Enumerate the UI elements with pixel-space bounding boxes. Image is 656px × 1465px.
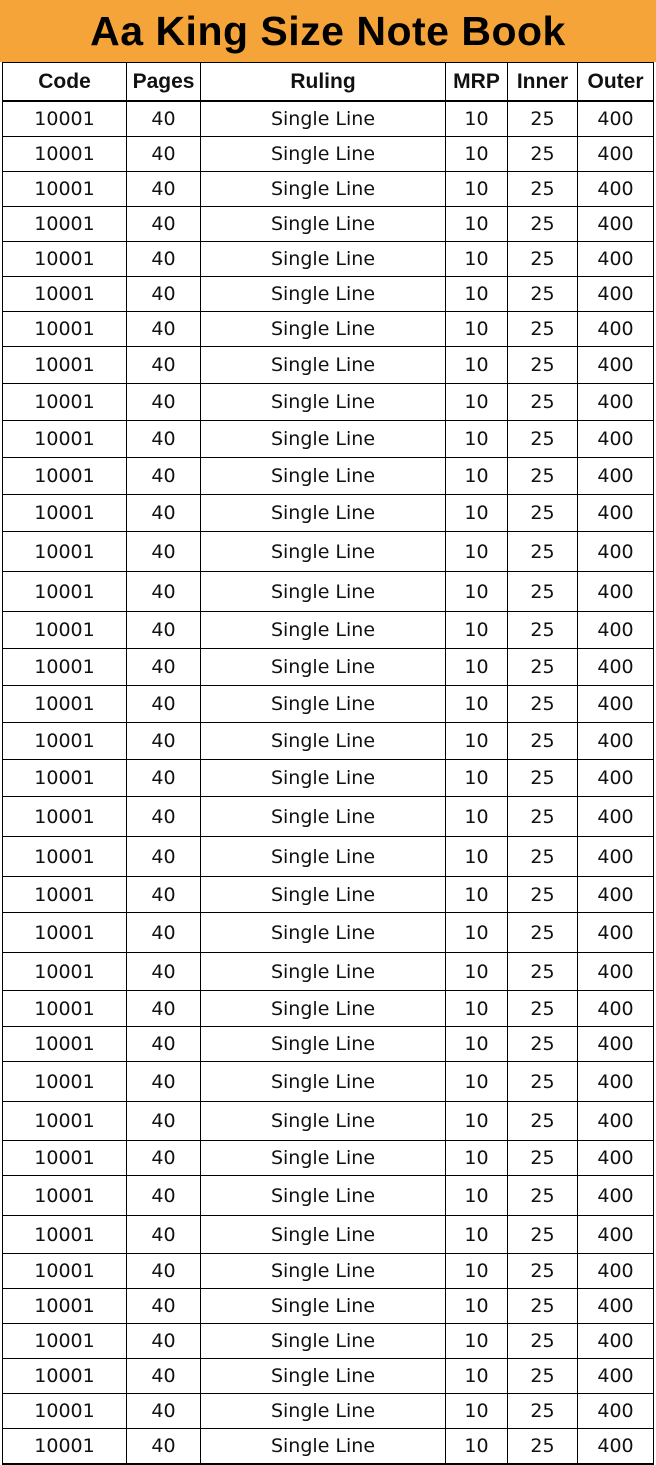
code-cell: 10001 xyxy=(3,347,127,384)
mrp-cell: 10 xyxy=(446,347,508,384)
outer-cell: 400 xyxy=(578,347,654,384)
code-cell: 10001 xyxy=(3,1359,127,1394)
price-table xyxy=(2,62,654,1465)
inner-cell: 25 xyxy=(508,1289,578,1324)
outer-cell: 400 xyxy=(578,612,654,649)
table-row xyxy=(3,612,654,649)
mrp-cell: 10 xyxy=(446,207,508,242)
inner-cell: 25 xyxy=(508,649,578,686)
ruling-cell: Single Line xyxy=(201,532,446,572)
code-cell: 10001 xyxy=(3,1176,127,1216)
inner-cell: 25 xyxy=(508,760,578,797)
pages-cell: 40 xyxy=(127,797,201,837)
mrp-cell: 10 xyxy=(446,137,508,172)
ruling-cell: Single Line xyxy=(201,837,446,877)
table-row xyxy=(3,723,654,760)
pages-cell: 40 xyxy=(127,277,201,312)
mrp-cell: 10 xyxy=(446,991,508,1027)
table-row xyxy=(3,242,654,277)
pages-cell: 40 xyxy=(127,532,201,572)
ruling-cell: Single Line xyxy=(201,458,446,495)
mrp-cell: 10 xyxy=(446,421,508,458)
ruling-cell: Single Line xyxy=(201,1254,446,1289)
outer-cell: 400 xyxy=(578,572,654,612)
pages-cell: 40 xyxy=(127,991,201,1027)
outer-cell: 400 xyxy=(578,207,654,242)
table-row xyxy=(3,532,654,572)
ruling-cell: Single Line xyxy=(201,1062,446,1102)
column-header-pages: Pages xyxy=(127,63,201,102)
code-cell: 10001 xyxy=(3,1429,127,1465)
outer-cell: 400 xyxy=(578,101,654,137)
ruling-cell: Single Line xyxy=(201,991,446,1027)
ruling-cell: Single Line xyxy=(201,572,446,612)
ruling-cell: Single Line xyxy=(201,1027,446,1062)
mrp-cell: 10 xyxy=(446,312,508,347)
outer-cell: 400 xyxy=(578,913,654,953)
pages-cell: 40 xyxy=(127,421,201,458)
table-body xyxy=(3,101,654,1464)
code-cell: 10001 xyxy=(3,877,127,913)
mrp-cell: 10 xyxy=(446,686,508,723)
inner-cell: 25 xyxy=(508,421,578,458)
outer-cell: 400 xyxy=(578,1254,654,1289)
code-cell: 10001 xyxy=(3,421,127,458)
outer-cell: 400 xyxy=(578,532,654,572)
outer-cell: 400 xyxy=(578,277,654,312)
pages-cell: 40 xyxy=(127,1062,201,1102)
ruling-cell: Single Line xyxy=(201,137,446,172)
inner-cell: 25 xyxy=(508,991,578,1027)
pages-cell: 40 xyxy=(127,347,201,384)
code-cell: 10001 xyxy=(3,137,127,172)
code-cell: 10001 xyxy=(3,723,127,760)
pages-cell: 40 xyxy=(127,1141,201,1176)
code-cell: 10001 xyxy=(3,913,127,953)
inner-cell: 25 xyxy=(508,1394,578,1429)
ruling-cell: Single Line xyxy=(201,1216,446,1254)
mrp-cell: 10 xyxy=(446,458,508,495)
table-header xyxy=(3,63,654,102)
table-row xyxy=(3,277,654,312)
table-row xyxy=(3,1102,654,1141)
outer-cell: 400 xyxy=(578,1027,654,1062)
column-header-inner: Inner xyxy=(508,63,578,102)
code-cell: 10001 xyxy=(3,1141,127,1176)
outer-cell: 400 xyxy=(578,1216,654,1254)
mrp-cell: 10 xyxy=(446,612,508,649)
mrp-cell: 10 xyxy=(446,1102,508,1141)
ruling-cell: Single Line xyxy=(201,495,446,532)
outer-cell: 400 xyxy=(578,172,654,207)
code-cell: 10001 xyxy=(3,458,127,495)
outer-cell: 400 xyxy=(578,1102,654,1141)
ruling-cell: Single Line xyxy=(201,686,446,723)
mrp-cell: 10 xyxy=(446,649,508,686)
outer-cell: 400 xyxy=(578,312,654,347)
ruling-cell: Single Line xyxy=(201,1429,446,1465)
mrp-cell: 10 xyxy=(446,1176,508,1216)
table-row xyxy=(3,458,654,495)
mrp-cell: 10 xyxy=(446,572,508,612)
ruling-cell: Single Line xyxy=(201,953,446,991)
table-row xyxy=(3,572,654,612)
code-cell: 10001 xyxy=(3,1027,127,1062)
inner-cell: 25 xyxy=(508,1359,578,1394)
inner-cell: 25 xyxy=(508,1141,578,1176)
mrp-cell: 10 xyxy=(446,384,508,421)
inner-cell: 25 xyxy=(508,1324,578,1359)
mrp-cell: 10 xyxy=(446,1141,508,1176)
code-cell: 10001 xyxy=(3,312,127,347)
code-cell: 10001 xyxy=(3,172,127,207)
table-row xyxy=(3,1216,654,1254)
ruling-cell: Single Line xyxy=(201,1102,446,1141)
table-row xyxy=(3,384,654,421)
code-cell: 10001 xyxy=(3,384,127,421)
table-row xyxy=(3,101,654,137)
pages-cell: 40 xyxy=(127,760,201,797)
ruling-cell: Single Line xyxy=(201,421,446,458)
outer-cell: 400 xyxy=(578,686,654,723)
table-row xyxy=(3,1289,654,1324)
ruling-cell: Single Line xyxy=(201,312,446,347)
table-row xyxy=(3,1394,654,1429)
inner-cell: 25 xyxy=(508,1254,578,1289)
pages-cell: 40 xyxy=(127,1289,201,1324)
code-cell: 10001 xyxy=(3,1289,127,1324)
ruling-cell: Single Line xyxy=(201,913,446,953)
pages-cell: 40 xyxy=(127,101,201,137)
mrp-cell: 10 xyxy=(446,1216,508,1254)
inner-cell: 25 xyxy=(508,312,578,347)
inner-cell: 25 xyxy=(508,277,578,312)
mrp-cell: 10 xyxy=(446,1429,508,1465)
outer-cell: 400 xyxy=(578,421,654,458)
code-cell: 10001 xyxy=(3,1394,127,1429)
pages-cell: 40 xyxy=(127,1359,201,1394)
code-cell: 10001 xyxy=(3,1254,127,1289)
outer-cell: 400 xyxy=(578,723,654,760)
table-row xyxy=(3,495,654,532)
mrp-cell: 10 xyxy=(446,1254,508,1289)
ruling-cell: Single Line xyxy=(201,612,446,649)
table-row xyxy=(3,1141,654,1176)
inner-cell: 25 xyxy=(508,384,578,421)
mrp-cell: 10 xyxy=(446,1359,508,1394)
pages-cell: 40 xyxy=(127,649,201,686)
outer-cell: 400 xyxy=(578,1429,654,1465)
mrp-cell: 10 xyxy=(446,532,508,572)
code-cell: 10001 xyxy=(3,242,127,277)
code-cell: 10001 xyxy=(3,207,127,242)
mrp-cell: 10 xyxy=(446,837,508,877)
pages-cell: 40 xyxy=(127,913,201,953)
ruling-cell: Single Line xyxy=(201,207,446,242)
inner-cell: 25 xyxy=(508,572,578,612)
pages-cell: 40 xyxy=(127,1324,201,1359)
mrp-cell: 10 xyxy=(446,1027,508,1062)
column-header-code: Code xyxy=(3,63,127,102)
inner-cell: 25 xyxy=(508,1102,578,1141)
pages-cell: 40 xyxy=(127,1176,201,1216)
code-cell: 10001 xyxy=(3,991,127,1027)
ruling-cell: Single Line xyxy=(201,1324,446,1359)
inner-cell: 25 xyxy=(508,101,578,137)
outer-cell: 400 xyxy=(578,991,654,1027)
outer-cell: 400 xyxy=(578,384,654,421)
pages-cell: 40 xyxy=(127,612,201,649)
inner-cell: 25 xyxy=(508,347,578,384)
ruling-cell: Single Line xyxy=(201,723,446,760)
inner-cell: 25 xyxy=(508,242,578,277)
inner-cell: 25 xyxy=(508,1062,578,1102)
mrp-cell: 10 xyxy=(446,101,508,137)
ruling-cell: Single Line xyxy=(201,1289,446,1324)
outer-cell: 400 xyxy=(578,1289,654,1324)
inner-cell: 25 xyxy=(508,837,578,877)
ruling-cell: Single Line xyxy=(201,277,446,312)
code-cell: 10001 xyxy=(3,837,127,877)
outer-cell: 400 xyxy=(578,760,654,797)
pages-cell: 40 xyxy=(127,172,201,207)
ruling-cell: Single Line xyxy=(201,1394,446,1429)
mrp-cell: 10 xyxy=(446,1394,508,1429)
table-row xyxy=(3,686,654,723)
outer-cell: 400 xyxy=(578,877,654,913)
table-row xyxy=(3,1254,654,1289)
table-row xyxy=(3,137,654,172)
inner-cell: 25 xyxy=(508,1027,578,1062)
pages-cell: 40 xyxy=(127,242,201,277)
page-title: Aa King Size Note Book xyxy=(0,0,656,62)
inner-cell: 25 xyxy=(508,532,578,572)
inner-cell: 25 xyxy=(508,1176,578,1216)
inner-cell: 25 xyxy=(508,723,578,760)
code-cell: 10001 xyxy=(3,686,127,723)
ruling-cell: Single Line xyxy=(201,797,446,837)
mrp-cell: 10 xyxy=(446,277,508,312)
code-cell: 10001 xyxy=(3,760,127,797)
pages-cell: 40 xyxy=(127,837,201,877)
outer-cell: 400 xyxy=(578,1062,654,1102)
mrp-cell: 10 xyxy=(446,760,508,797)
ruling-cell: Single Line xyxy=(201,1359,446,1394)
table-row xyxy=(3,1176,654,1216)
code-cell: 10001 xyxy=(3,532,127,572)
outer-cell: 400 xyxy=(578,1141,654,1176)
outer-cell: 400 xyxy=(578,797,654,837)
mrp-cell: 10 xyxy=(446,877,508,913)
outer-cell: 400 xyxy=(578,1324,654,1359)
ruling-cell: Single Line xyxy=(201,384,446,421)
code-cell: 10001 xyxy=(3,1324,127,1359)
pages-cell: 40 xyxy=(127,1429,201,1465)
ruling-cell: Single Line xyxy=(201,760,446,797)
table-row xyxy=(3,312,654,347)
inner-cell: 25 xyxy=(508,877,578,913)
table-row xyxy=(3,837,654,877)
mrp-cell: 10 xyxy=(446,495,508,532)
mrp-cell: 10 xyxy=(446,953,508,991)
mrp-cell: 10 xyxy=(446,242,508,277)
ruling-cell: Single Line xyxy=(201,649,446,686)
column-header-outer: Outer xyxy=(578,63,654,102)
ruling-cell: Single Line xyxy=(201,877,446,913)
inner-cell: 25 xyxy=(508,686,578,723)
ruling-cell: Single Line xyxy=(201,172,446,207)
inner-cell: 25 xyxy=(508,172,578,207)
mrp-cell: 10 xyxy=(446,1289,508,1324)
code-cell: 10001 xyxy=(3,572,127,612)
outer-cell: 400 xyxy=(578,458,654,495)
column-header-ruling: Ruling xyxy=(201,63,446,102)
pages-cell: 40 xyxy=(127,723,201,760)
code-cell: 10001 xyxy=(3,797,127,837)
table-row xyxy=(3,877,654,913)
ruling-cell: Single Line xyxy=(201,1141,446,1176)
inner-cell: 25 xyxy=(508,612,578,649)
inner-cell: 25 xyxy=(508,495,578,532)
code-cell: 10001 xyxy=(3,495,127,532)
header-row xyxy=(3,63,654,102)
pages-cell: 40 xyxy=(127,686,201,723)
table-row xyxy=(3,1027,654,1062)
table-row xyxy=(3,991,654,1027)
mrp-cell: 10 xyxy=(446,172,508,207)
code-cell: 10001 xyxy=(3,277,127,312)
table-row xyxy=(3,649,654,686)
inner-cell: 25 xyxy=(508,797,578,837)
table-row xyxy=(3,347,654,384)
pages-cell: 40 xyxy=(127,1216,201,1254)
table-row xyxy=(3,172,654,207)
pages-cell: 40 xyxy=(127,384,201,421)
pages-cell: 40 xyxy=(127,312,201,347)
mrp-cell: 10 xyxy=(446,723,508,760)
outer-cell: 400 xyxy=(578,953,654,991)
outer-cell: 400 xyxy=(578,1176,654,1216)
outer-cell: 400 xyxy=(578,137,654,172)
outer-cell: 400 xyxy=(578,1394,654,1429)
pages-cell: 40 xyxy=(127,1254,201,1289)
code-cell: 10001 xyxy=(3,953,127,991)
mrp-cell: 10 xyxy=(446,1324,508,1359)
pages-cell: 40 xyxy=(127,495,201,532)
pages-cell: 40 xyxy=(127,458,201,495)
code-cell: 10001 xyxy=(3,612,127,649)
pages-cell: 40 xyxy=(127,1394,201,1429)
pages-cell: 40 xyxy=(127,207,201,242)
mrp-cell: 10 xyxy=(446,913,508,953)
ruling-cell: Single Line xyxy=(201,242,446,277)
inner-cell: 25 xyxy=(508,1216,578,1254)
pages-cell: 40 xyxy=(127,1027,201,1062)
inner-cell: 25 xyxy=(508,137,578,172)
table-row xyxy=(3,953,654,991)
table-row xyxy=(3,797,654,837)
pages-cell: 40 xyxy=(127,572,201,612)
inner-cell: 25 xyxy=(508,458,578,495)
table-row xyxy=(3,913,654,953)
outer-cell: 400 xyxy=(578,1359,654,1394)
pages-cell: 40 xyxy=(127,953,201,991)
table-row xyxy=(3,421,654,458)
inner-cell: 25 xyxy=(508,913,578,953)
pages-cell: 40 xyxy=(127,1102,201,1141)
code-cell: 10001 xyxy=(3,101,127,137)
outer-cell: 400 xyxy=(578,495,654,532)
code-cell: 10001 xyxy=(3,1102,127,1141)
pages-cell: 40 xyxy=(127,137,201,172)
pages-cell: 40 xyxy=(127,877,201,913)
table-row xyxy=(3,1359,654,1394)
table-row xyxy=(3,1324,654,1359)
outer-cell: 400 xyxy=(578,242,654,277)
ruling-cell: Single Line xyxy=(201,1176,446,1216)
table-row xyxy=(3,207,654,242)
outer-cell: 400 xyxy=(578,649,654,686)
table-row xyxy=(3,760,654,797)
inner-cell: 25 xyxy=(508,207,578,242)
code-cell: 10001 xyxy=(3,1062,127,1102)
mrp-cell: 10 xyxy=(446,797,508,837)
code-cell: 10001 xyxy=(3,1216,127,1254)
inner-cell: 25 xyxy=(508,953,578,991)
inner-cell: 25 xyxy=(508,1429,578,1465)
ruling-cell: Single Line xyxy=(201,101,446,137)
table-row xyxy=(3,1062,654,1102)
mrp-cell: 10 xyxy=(446,1062,508,1102)
ruling-cell: Single Line xyxy=(201,347,446,384)
outer-cell: 400 xyxy=(578,837,654,877)
code-cell: 10001 xyxy=(3,649,127,686)
column-header-mrp: MRP xyxy=(446,63,508,102)
